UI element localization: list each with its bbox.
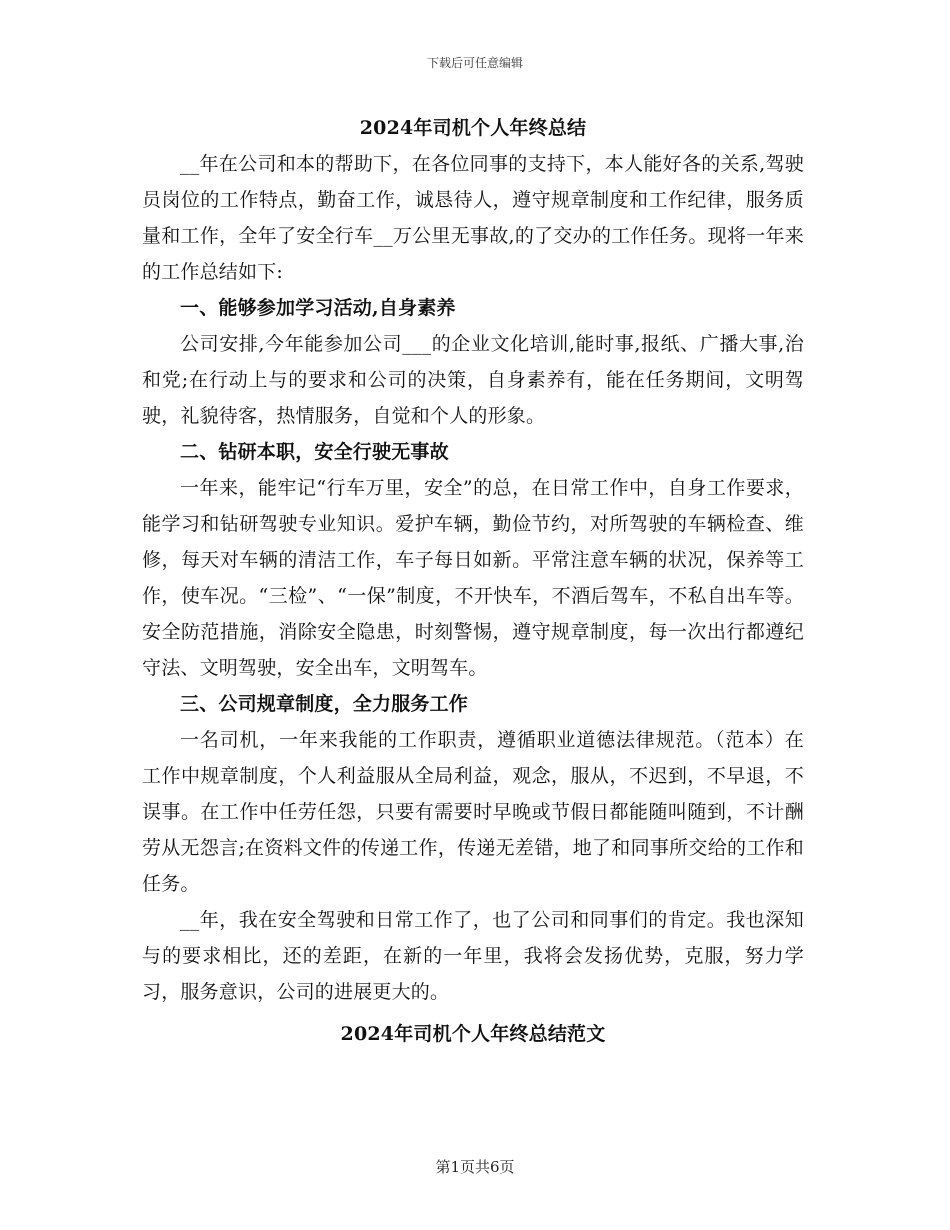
section-body-1: 公司安排,今年能参加公司___的企业文化培训,能时事,报纸、广播大事,治和党;在行动上与的要求和公司的决策，自身素养有，能在任务期间，文明驾驶，礼貌待客，热情服务，自觉和个人的形象。 bbox=[142, 333, 804, 427]
section-heading-1: 一、能够参加学习活动,自身素养 bbox=[180, 297, 456, 319]
document-content bbox=[142, 110, 804, 1052]
next-document-title: 2024年司机个人年终总结范文 bbox=[340, 1023, 606, 1045]
section-body-3: 一名司机，一年来我能的工作职责，遵循职业道德法律规范。（范本）在工作中规章制度，个人利益服从全局利益，观念，服从，不迟到，不早退，不误事。在工作中任劳任怨，只要有需要时早晚或节假日都能随叫随到，不计酬劳从无怨言;在资料文件的传递工作，传递无差错，地了和同事所交给的工作和任务。 bbox=[142, 729, 804, 895]
section-body-2: 一年来，能牢记“行车万里，安全”的总，在日常工作中，自身工作要求，能学习和钻研驾驶专业知识。爱护车辆，勤俭节约，对所驾驶的车辆检查、维修，每天对车辆的清洁工作，车子每日如新。平常注意车辆的状况，保养等工作，使车况。“三检”、“一保”制度，不开快车，不酒后驾车，不私自出车等。安全防范措施，消除安全隐患，时刻警惕，遵守规章制度，每一次出行都遵纪守法、文明驾驶，安全出车，文明驾车。 bbox=[142, 477, 804, 679]
page-number: 第1页共6页 bbox=[435, 1158, 515, 1176]
section-heading-3: 三、公司规章制度，全力服务工作 bbox=[180, 693, 469, 715]
intro-paragraph: __年在公司和本的帮助下，在各位同事的支持下，本人能好各的关系,驾驶员岗位的工作特点，勤奋工作，诚恳待人，遵守规章制度和工作纪律，服务质量和工作，全年了安全行车__万公里无事故,的了交办的工作任务。现将一年来的工作总结如下: bbox=[142, 153, 804, 283]
closing-paragraph: __年，我在安全驾驶和日常工作了，也了公司和同事们的肯定。我也深知与的要求相比，还的差距，在新的一年里，我将会发扬优势，克服，努力学习，服务意识，公司的进展更大的。 bbox=[142, 909, 804, 1003]
section-heading-2: 二、钻研本职，安全行驶无事故 bbox=[180, 441, 449, 463]
document-title: 2024年司机个人年终总结 bbox=[359, 117, 587, 139]
header-note: 下载后可任意编辑 bbox=[426, 56, 523, 70]
